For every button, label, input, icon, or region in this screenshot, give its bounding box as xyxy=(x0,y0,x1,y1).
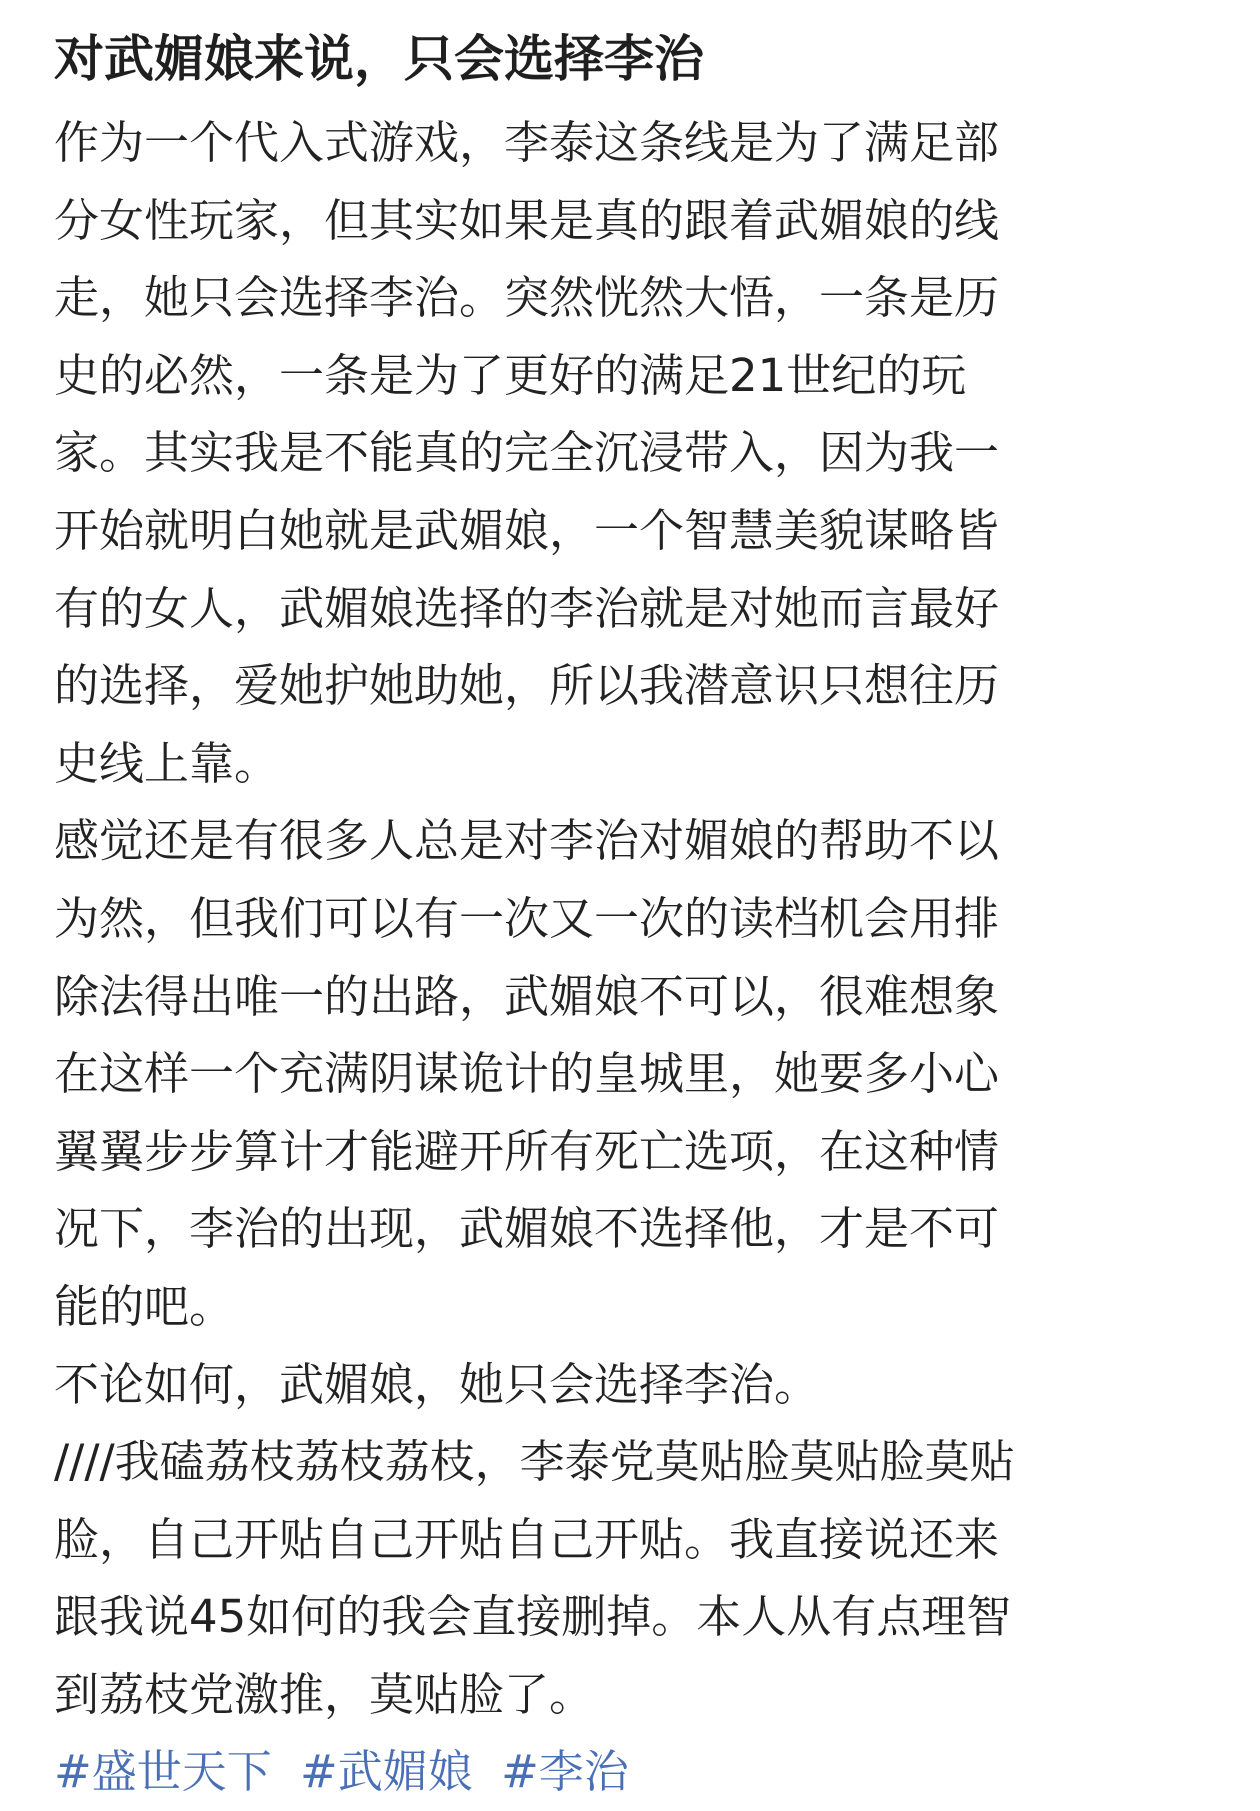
post-text-line: 为然，但我们可以有一次又一次的读档机会用排 xyxy=(54,891,1000,945)
post-text-line: 史的必然，一条是为了更好的满足21世纪的玩 xyxy=(54,348,967,402)
post-text-line: 分女性玩家，但其实如果是真的跟着武媚娘的线 xyxy=(54,193,1000,247)
tag-link[interactable]: #盛世天下 xyxy=(54,1745,272,1799)
tag-list xyxy=(54,1733,1224,1811)
post-text-line: 除法得出唯一的出路，武媚娘不可以，很难想象 xyxy=(54,969,1000,1023)
post-text-line: 脸，自己开贴自己开贴自己开贴。我直接说还来 xyxy=(54,1512,1000,1566)
post-text-line: 感觉还是有很多人总是对李治对媚娘的帮助不以 xyxy=(54,814,1000,868)
post-text-line: 况下，李治的出现，武媚娘不选择他，才是不可 xyxy=(54,1202,1000,1256)
post-text-line: 不论如何，武媚娘，她只会选择李治。 xyxy=(54,1357,820,1411)
post-body xyxy=(54,104,1224,1811)
post-text-line: 史线上靠。 xyxy=(54,736,280,790)
post-text-line: 作为一个代入式游戏，李泰这条线是为了满足部 xyxy=(54,116,1000,169)
post-text-line: 到荔枝党激推，莫贴脸了。 xyxy=(54,1667,595,1721)
post-text-line: 能的吧。 xyxy=(54,1279,235,1333)
post-text-line: 开始就明白她就是武媚娘，一个智慧美貌谋略皆 xyxy=(54,503,1000,557)
tag-link[interactable]: #李治 xyxy=(501,1745,629,1799)
post-text-line: 的选择，爱她护她助她，所以我潜意识只想往历 xyxy=(54,659,1000,713)
post-title: 对武媚娘来说，只会选择李治 xyxy=(54,30,704,88)
post-container xyxy=(54,20,1224,1811)
post-text-line: 家。其实我是不能真的完全沉浸带入，因为我一 xyxy=(54,426,1000,480)
post-text-line: ////我磕荔枝荔枝荔枝，李泰党莫贴脸莫贴脸莫贴 xyxy=(54,1435,1015,1489)
post-text-line: 跟我说45如何的我会直接删掉。本人从有点理智 xyxy=(54,1590,1012,1644)
post-text-line: 在这样一个充满阴谋诡计的皇城里，她要多小心 xyxy=(54,1047,1000,1101)
post-text-line: 翼翼步步算计才能避开所有死亡选项，在这种情 xyxy=(54,1124,1000,1178)
post-text-line: 走，她只会选择李治。突然恍然大悟，一条是历 xyxy=(54,271,1000,325)
post-text-line: 有的女人，武媚娘选择的李治就是对她而言最好 xyxy=(54,581,1000,635)
tag-link[interactable]: #武媚娘 xyxy=(300,1745,473,1799)
